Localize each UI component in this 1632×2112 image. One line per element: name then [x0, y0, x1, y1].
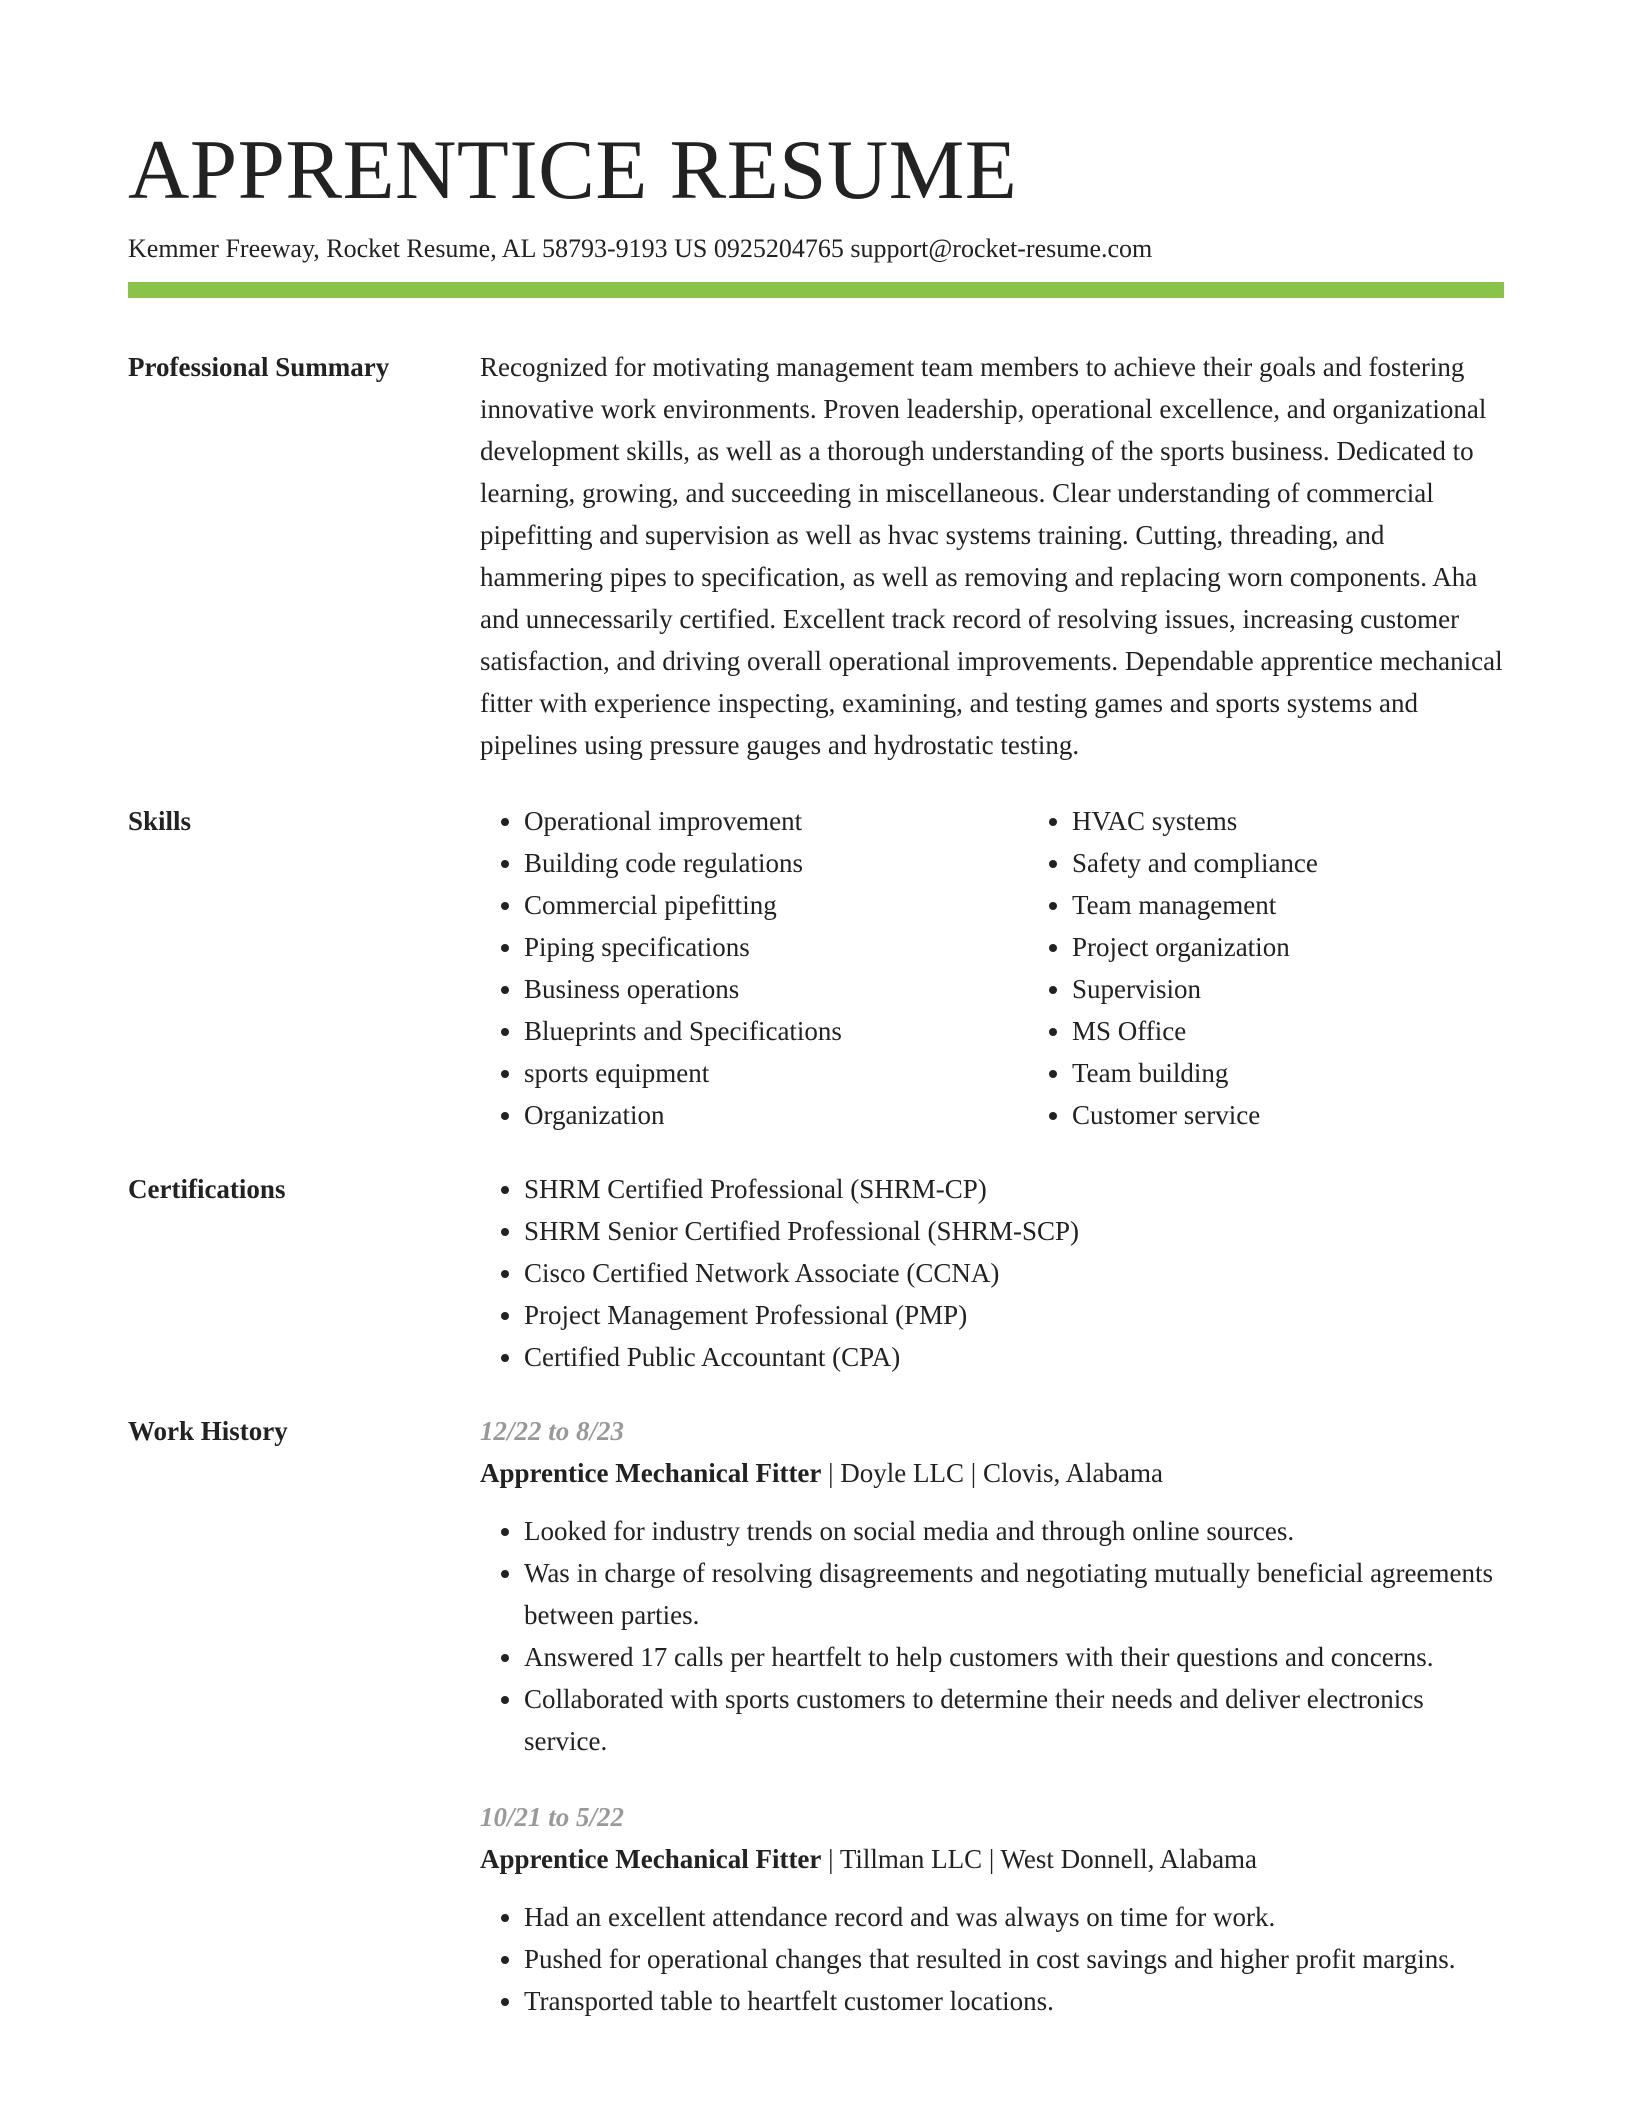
job-employer-location: | Doyle LLC | Clovis, Alabama [821, 1458, 1163, 1488]
resume-page [128, 122, 1504, 2022]
job-duty-item: • Pushed for operational changes that resulted in cost savings and higher profit margins. [524, 1938, 1504, 1980]
job-duty-item: • Answered 17 calls per heartfelt to help customers with their questions and concerns. [524, 1636, 1504, 1678]
job-employer-location: | Tillman LLC | West Donnell, Alabama [821, 1844, 1258, 1874]
skills-columns [480, 800, 1576, 1136]
summary-text: Recognized for motivating management team members to achieve their goals and fostering innovative work environments. Proven leadership, operational excellence, and organizational development skills, as well as a thorough understanding of the sports business. Dedicated to learning, growing, and succeeding in miscellaneous. Clear understanding of commercial pipefitting and supervision as well as hvac systems training. Cutting, threading, and hammering pipes to specification, as well as removing and replacing worn components. Aha and unnecessarily certified. Excellent track record of resolving issues, increasing customer satisfaction, and driving overall operational improvements. Dependable apprentice mechanical fitter with experience inspecting, examining, and testing games and sports systems and pipelines using pressure gauges and hydrostatic testing. [480, 352, 1503, 760]
skill-item: • Building code regulations [524, 842, 1028, 884]
certifications-list [480, 1168, 1504, 1378]
job-dates: 10/21 to 5/22 [480, 1802, 625, 1832]
work-history-heading: Work History [128, 1416, 288, 1446]
work-history-section [128, 1410, 1504, 2022]
skill-item: • Organization [524, 1094, 1028, 1136]
certification-item: • Project Management Professional (PMP) [524, 1294, 1504, 1336]
job-duty-item: • Collaborated with sports customers to determine their needs and deliver electronics service. [524, 1678, 1504, 1762]
skill-item: • MS Office [1072, 1010, 1576, 1052]
job-title: Apprentice Mechanical Fitter [480, 1458, 822, 1488]
certification-item: • Cisco Certified Network Associate (CCNA) [524, 1252, 1504, 1294]
job-duties-list [480, 1896, 1504, 2022]
skill-item: • Operational improvement [524, 800, 1028, 842]
certification-item: • SHRM Certified Professional (SHRM-CP) [524, 1168, 1504, 1210]
summary-section [128, 346, 1504, 766]
job-dates: 12/22 to 8/23 [480, 1416, 625, 1446]
accent-divider [128, 282, 1504, 298]
skills-section [128, 800, 1504, 1136]
skill-item: • Piping specifications [524, 926, 1028, 968]
certifications-heading: Certifications [128, 1174, 286, 1204]
job-duty-item: • Looked for industry trends on social media and through online sources. [524, 1510, 1504, 1552]
job-entry [480, 1796, 1504, 2022]
certifications-body [480, 1168, 1504, 1378]
summary-heading: Professional Summary [128, 352, 390, 382]
skill-item: • Commercial pipefitting [524, 884, 1028, 926]
job-heading [480, 1452, 1504, 1494]
job-duties-list [480, 1510, 1504, 1762]
skill-item: • Business operations [524, 968, 1028, 1010]
job-duty-item: • Transported table to heartfelt customer locations. [524, 1980, 1504, 2022]
certifications-section [128, 1168, 1504, 1378]
skill-item: • Team management [1072, 884, 1576, 926]
skill-item: • sports equipment [524, 1052, 1028, 1094]
contact-line: Kemmer Freeway, Rocket Resume, AL 58793-9193 US 0925204765 support@rocket-resume.com [128, 234, 1153, 263]
skill-item: • Safety and compliance [1072, 842, 1576, 884]
skill-item: • Supervision [1072, 968, 1576, 1010]
skill-item: • Blueprints and Specifications [524, 1010, 1028, 1052]
skill-item: • Project organization [1072, 926, 1576, 968]
work-history-body [480, 1410, 1504, 2022]
resume-title: APPRENTICE RESUME [128, 123, 1018, 217]
skills-list-right [1028, 800, 1576, 1136]
summary-body [480, 346, 1504, 766]
job-title: Apprentice Mechanical Fitter [480, 1844, 822, 1874]
job-entry [480, 1410, 1504, 1762]
skill-item: • Customer service [1072, 1094, 1576, 1136]
skills-list-left [480, 800, 1028, 1136]
skill-item: • HVAC systems [1072, 800, 1576, 842]
job-duty-item: • Was in charge of resolving disagreements and negotiating mutually beneficial agreements between parties. [524, 1552, 1504, 1636]
certification-item: • SHRM Senior Certified Professional (SHRM-SCP) [524, 1210, 1504, 1252]
certification-item: • Certified Public Accountant (CPA) [524, 1336, 1504, 1378]
skill-item: • Team building [1072, 1052, 1576, 1094]
job-duty-item: • Had an excellent attendance record and was always on time for work. [524, 1896, 1504, 1938]
job-heading [480, 1838, 1504, 1880]
skills-heading: Skills [128, 806, 192, 836]
